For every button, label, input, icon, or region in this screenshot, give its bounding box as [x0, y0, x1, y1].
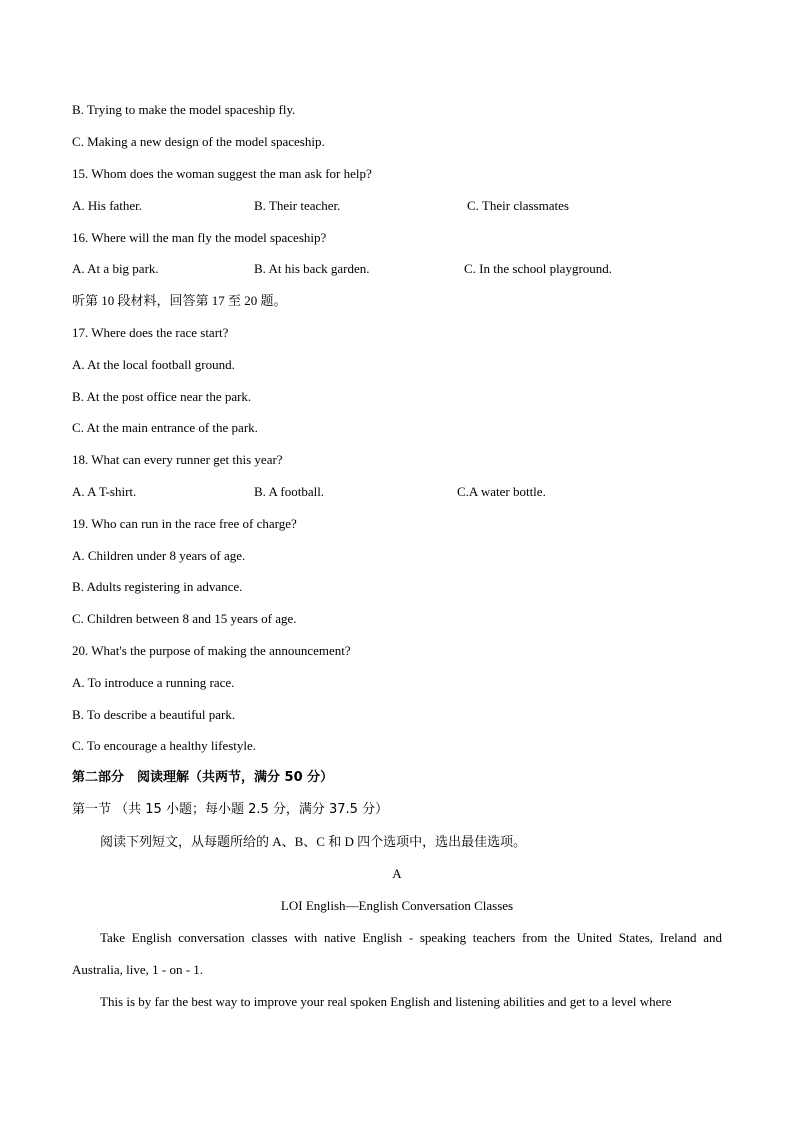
section10-instruction: 听第 10 段材料，回答第 17 至 20 题。 [72, 293, 287, 308]
q15-option-b: B. Their teacher. [254, 198, 341, 213]
q19-stem: 19. Who can run in the race free of charge? [72, 516, 297, 531]
q15-stem: 15. Whom does the woman suggest the man ask for help? [72, 166, 372, 181]
passage-paragraph-1: Take English conversation classes with native English - speaking teachers from the United States, Ireland and Australia, live, 1 - on - 1. [72, 930, 722, 977]
passage-title: LOI English—English Conversation Classes [280, 898, 514, 913]
q19-option-c: C. Children between 8 and 15 years of age. [72, 611, 297, 626]
passage-label: A [392, 866, 402, 881]
q19-option-a: A. Children under 8 years of age. [72, 548, 246, 563]
q19-option-b: B. Adults registering in advance. [72, 579, 243, 594]
q16-stem: 16. Where will the man fly the model spaceship? [72, 230, 327, 245]
q18-stem: 18. What can every runner get this year? [72, 452, 283, 467]
reading-section-title: 第一节 （共 15 小题；每小题 2.5 分，满分 37.5 分） [72, 802, 389, 817]
passage-paragraph-2: This is by far the best way to improve your real spoken English and listening abilities and get to a level where [100, 994, 672, 1009]
q16-option-c: C. In the school playground. [464, 261, 613, 276]
q20-option-a: A. To introduce a running race. [72, 675, 235, 690]
reading-part-title: 第二部分 阅读理解（共两节，满分 50 分） [72, 770, 334, 785]
q16-option-b: B. At his back garden. [254, 261, 370, 276]
q20-option-c: C. To encourage a healthy lifestyle. [72, 738, 257, 753]
q16-option-a: A. At a big park. [72, 261, 159, 276]
q15-option-c: C. Their classmates [467, 198, 569, 213]
q18-option-c: C.A water bottle. [457, 484, 546, 499]
q20-option-b: B. To describe a beautiful park. [72, 707, 236, 722]
q17-stem: 17. Where does the race start? [72, 325, 229, 340]
q17-option-b: B. At the post office near the park. [72, 389, 252, 404]
q14-option-c: C. Making a new design of the model spaceship. [72, 134, 325, 149]
q14-option-b: B. Trying to make the model spaceship fly. [72, 102, 296, 117]
q20-stem: 20. What's the purpose of making the announcement? [72, 643, 351, 658]
q18-option-b: B. A football. [254, 484, 325, 499]
q17-option-a: A. At the local football ground. [72, 357, 235, 372]
reading-instruction: 阅读下列短文，从每题所给的 A、B、C 和 D 四个选项中，选出最佳选项。 [100, 834, 527, 849]
q17-option-c: C. At the main entrance of the park. [72, 420, 258, 435]
q18-option-a: A. A T-shirt. [72, 484, 137, 499]
q15-option-a: A. His father. [72, 198, 143, 213]
